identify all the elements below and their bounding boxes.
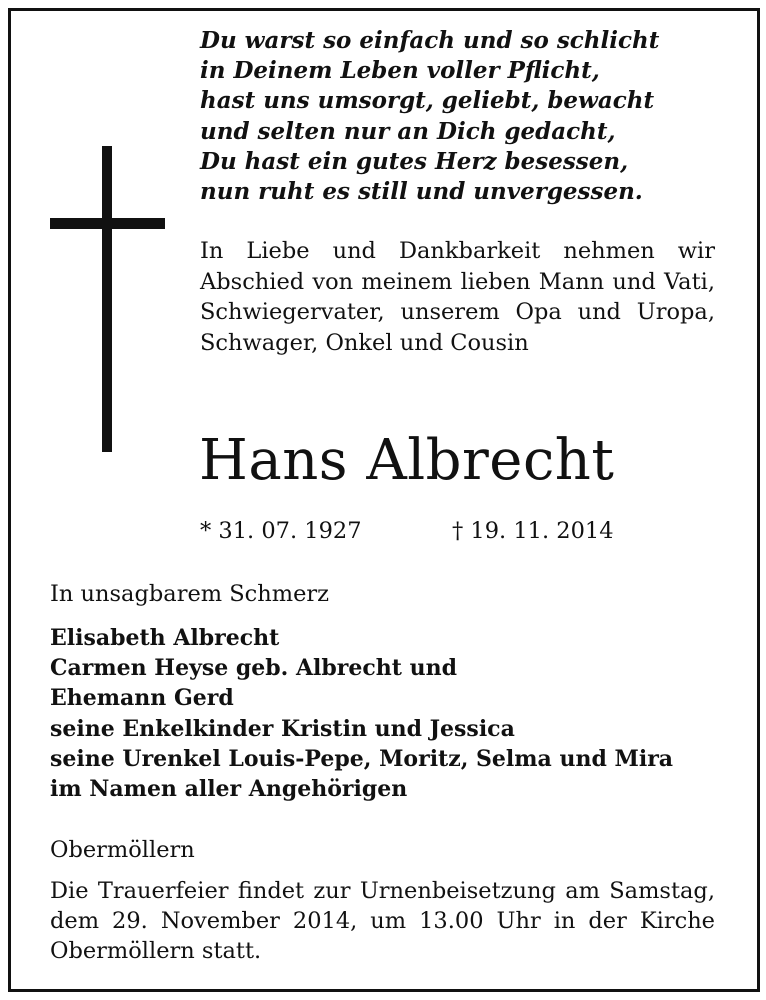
grief-line: In unsagbarem Schmerz <box>50 581 330 607</box>
life-dates <box>200 515 614 547</box>
mourner-line: Elisabeth Albrecht <box>50 625 280 651</box>
mourner-line: im Namen aller Angehörigen <box>50 776 408 803</box>
mourners-list <box>50 623 673 804</box>
poem-line: Du warst so einfach und so schlicht <box>200 27 660 54</box>
deceased-name: Hans Albrecht <box>199 428 615 493</box>
poem-line: Du hast ein gutes Herz besessen, <box>200 147 629 175</box>
mourner-line: Ehemann Gerd <box>50 685 234 712</box>
cross-vertical-bar <box>102 146 112 452</box>
death-date: † 19. 11. 2014 <box>452 518 614 544</box>
mourner-line: Carmen Heyse geb. Albrecht und <box>50 655 457 682</box>
funeral-service-info: Die Trauerfeier findet zur Urnenbeisetzung am Samstag, dem 29. November 2014, um 13.00 Uhr in der Kirche Obermöllern statt. <box>50 878 715 964</box>
farewell-text: In Liebe und Dankbarkeit nehmen wir Abschied von meinem lieben Mann und Vati, Schwiegervater, unserem Opa und Uropa, Schwager, Onkel und Cousin <box>200 238 715 356</box>
memorial-poem <box>200 26 730 207</box>
poem-line: und selten nur an Dich gedacht, <box>200 117 616 145</box>
poem-line: hast uns umsorgt, geliebt, bewacht <box>200 87 655 115</box>
mourner-line: seine Urenkel Louis-Pepe, Moritz, Selma und Mira <box>50 745 674 772</box>
place-name: Obermöllern <box>50 837 195 863</box>
poem-line: in Deinem Leben voller Pflicht, <box>200 57 600 85</box>
mourner-line: seine Enkelkinder Kristin und Jessica <box>50 715 515 742</box>
birth-date: * 31. 07. 1927 <box>200 518 362 544</box>
cross-horizontal-bar <box>50 218 165 229</box>
poem-line: nun ruht es still und unvergessen. <box>200 178 643 206</box>
